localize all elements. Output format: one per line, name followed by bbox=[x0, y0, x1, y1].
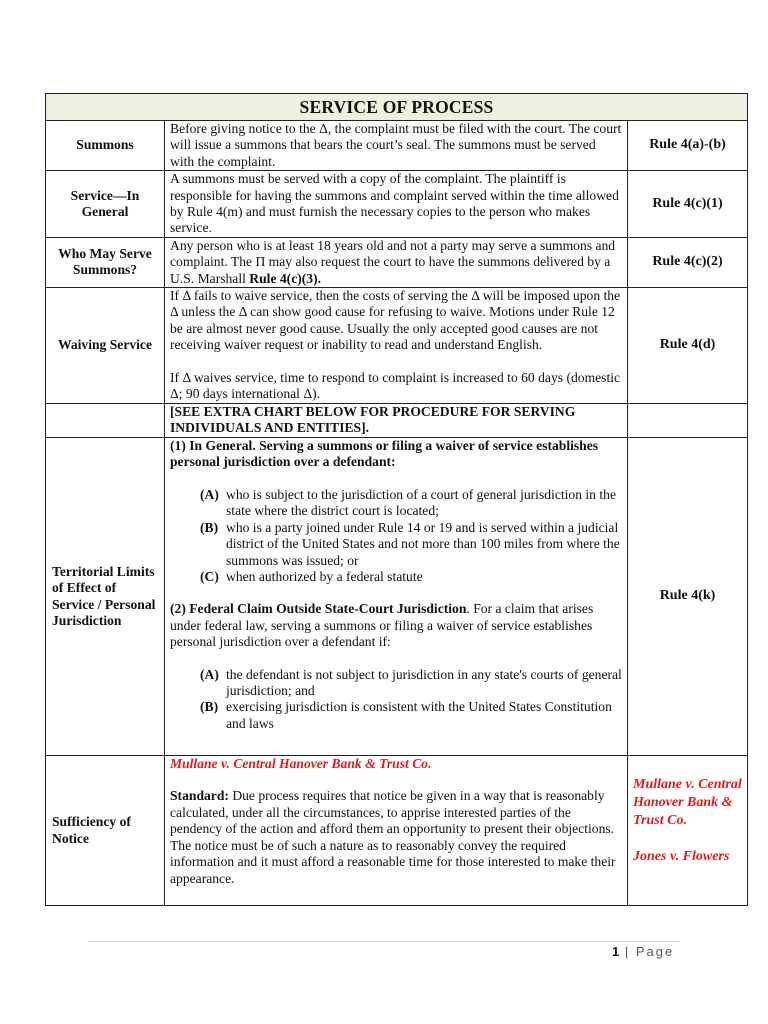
page-label: Page bbox=[635, 944, 675, 959]
footer-separator: | bbox=[624, 944, 631, 959]
topic-territorial-limits: Territorial Limits of Effect of Service / Personal Jurisdiction bbox=[46, 438, 165, 756]
note-empty-topic bbox=[46, 404, 165, 438]
topic-summons: Summons bbox=[46, 121, 165, 171]
waiving-paragraph-2: If Δ waives service, time to respond to complaint is increased to 60 days (domestic Δ; 90 days international Δ). bbox=[170, 369, 621, 402]
list-item: (C) when authorized by a federal statute bbox=[200, 568, 423, 584]
rule-summons: Rule 4(a)-(b) bbox=[628, 121, 748, 171]
topic-who-may-serve: Who May Serve Summons? bbox=[46, 237, 165, 287]
list-item: (B) who is a party joined under Rule 14 or 19 and is served within a judicial district of the United States and not more than 100 miles from where the summons was issued; or bbox=[200, 519, 620, 568]
standard-paragraph: Standard: Due process requires that notice be given in a way that is reasonably calculated, under all the circumstances, to apprise interested parties of the pendency of the action and afford them an opportunity to present their objections. The notice must be of such a nature as to reasonably convey the required information and it must afford a reasonable time for those interested to make their appearance. bbox=[170, 788, 616, 886]
territorial-paragraph-2: (2) Federal Claim Outside State-Court Jurisdiction. For a claim that arises under federal law, serving a summons or filing a waiver of service establishes personal jurisdiction over a defendant if: bbox=[170, 601, 594, 650]
list-item: (A) the defendant is not subject to jurisdiction in any state's courts of general jurisdiction; and bbox=[200, 666, 622, 698]
extra-chart-note: [SEE EXTRA CHART BELOW FOR PROCEDURE FOR SERVING INDIVIDUALS AND ENTITIES]. bbox=[165, 404, 628, 438]
topic-sufficiency-of-notice: Sufficiency of Notice bbox=[46, 756, 165, 906]
case-name-mullane: Mullane v. Central Hanover Bank & Trust Co. bbox=[170, 756, 432, 772]
topic-service-general: Service—In General bbox=[46, 171, 165, 238]
case-ref-mullane: Mullane v. Central Hanover Bank & Trust Co. bbox=[633, 777, 742, 829]
table-title: SERVICE OF PROCESS bbox=[46, 94, 748, 121]
desc-territorial-limits bbox=[165, 438, 628, 756]
page-footer bbox=[612, 944, 674, 959]
waiving-paragraph-1: If Δ fails to waive service, then the costs of serving the Δ will be imposed upon the Δ unless the Δ can show good cause for refusing to waive. Motions under Rule 12 be are almost never good cause. Usually the only accepted good causes are not receiving waiver request or inability to read and understand English. bbox=[170, 288, 621, 353]
rule-waiving-service: Rule 4(d) bbox=[628, 288, 748, 404]
service-of-process-table bbox=[45, 93, 747, 906]
list-item: (B) exercising jurisdiction is consistent with the United States Constitution and laws bbox=[200, 699, 612, 731]
rule-service-general: Rule 4(c)(1) bbox=[628, 171, 748, 238]
desc-sufficiency-of-notice bbox=[165, 756, 628, 906]
rule-territorial-limits: Rule 4(k) bbox=[628, 438, 748, 756]
desc-service-general: A summons must be served with a copy of the complaint. The plaintiff is responsible for having the summons and complaint served within the time allowed by Rule 4(m) and must furnish the necessary copies to the person who makes service. bbox=[165, 171, 628, 238]
case-ref-jones: Jones v. Flowers bbox=[633, 849, 730, 865]
desc-waiving-service bbox=[165, 288, 628, 404]
list-item: (A) who is subject to the jurisdiction of a court of general jurisdiction in the state where the district court is located; bbox=[200, 486, 616, 519]
footer-divider bbox=[88, 941, 680, 942]
rule-sufficiency-cases bbox=[628, 756, 748, 906]
rule-who-may-serve: Rule 4(c)(2) bbox=[628, 237, 748, 287]
desc-summons: Before giving notice to the Δ, the complaint must be filed with the court. The court will issue a summons that bears the court’s seal. The summons must be served with the complaint. bbox=[165, 121, 628, 171]
note-empty-rule bbox=[628, 404, 748, 438]
territorial-paragraph-1: (1) In General. Serving a summons or filing a waiver of service establishes personal jurisdiction over a defendant: bbox=[170, 438, 599, 470]
desc-who-may-serve: Any person who is at least 18 years old and not a party may serve a summons and complaint. The Π may also request the court to have the summons delivered by a U.S. Marshall Rule 4(c)(3). bbox=[165, 237, 628, 287]
page-number: 1 bbox=[612, 944, 620, 959]
topic-waiving-service: Waiving Service bbox=[46, 288, 165, 404]
